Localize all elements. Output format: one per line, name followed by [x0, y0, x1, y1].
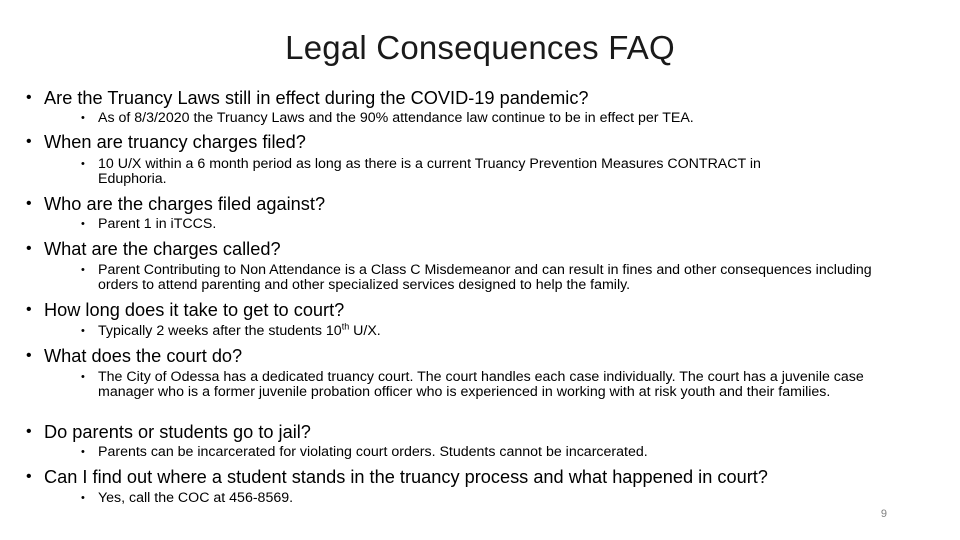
answer-text: Yes, call the COC at 456-8569. [98, 490, 294, 506]
answer-text: Parents can be incarcerated for violating court orders. Students cannot be incarcerated. [98, 444, 648, 460]
faq-question-2 [26, 131, 306, 153]
question-text: What does the court do? [44, 346, 243, 366]
answer-text: As of 8/3/2020 the Truancy Laws and the 90% attendance law continue to be in effect per TEA. [98, 110, 694, 126]
sub-bullet: • [81, 112, 85, 124]
bullet: • [26, 347, 32, 364]
question-text: How long does it take to get to court? [44, 300, 345, 320]
question-text: When are truancy charges filed? [44, 132, 306, 152]
faq-question-1 [26, 87, 589, 109]
answer-text: Parent 1 in iTCCS. [98, 216, 217, 232]
faq-answer-8 [81, 490, 888, 506]
answer-text: Parent Contributing to Non Attendance is a Class C Misdemeanor and can result in fines and other consequences including orders to attend parenting and other specialized services designed to help the family. [98, 262, 872, 293]
page-number: 9 [880, 508, 887, 520]
faq-question-8 [26, 466, 768, 488]
answer-text: The City of Odessa has a dedicated truancy court. The court handles each case individually. The court has a juvenile case manager who is a former juvenile probation officer who is experienced in working with at risk youth and their families. [98, 369, 864, 400]
sub-bullet: • [81, 158, 85, 170]
bullet: • [26, 195, 32, 212]
faq-answer-6 [81, 369, 888, 400]
question-text: Do parents or students go to jail? [44, 422, 311, 442]
answer-text: 10 U/X within a 6 month period as long as there is a current Truancy Prevention Measures CONTRACT in Eduphoria. [98, 156, 761, 187]
slide-title: Legal Consequences FAQ [285, 29, 675, 66]
bullet: • [26, 301, 32, 318]
sub-bullet: • [81, 325, 85, 337]
answer-text-start: Typically 2 weeks after the students 10 [98, 323, 342, 339]
bullet: • [26, 468, 32, 485]
answer-superscript: th [341, 321, 350, 332]
faq-answer-1 [81, 110, 888, 126]
answer-text-end: U/X. [349, 323, 381, 339]
question-text: Are the Truancy Laws still in effect during the COVID-19 pandemic? [44, 88, 589, 108]
bullet: • [26, 423, 32, 440]
faq-question-6 [26, 345, 243, 367]
faq-answer-4 [81, 262, 888, 293]
question-text: What are the charges called? [44, 239, 281, 259]
faq-question-3 [26, 193, 326, 215]
faq-answer-7 [81, 444, 888, 460]
faq-answer-5 [81, 321, 888, 339]
faq-question-5 [26, 299, 345, 321]
sub-bullet: • [81, 264, 85, 276]
faq-question-7 [26, 421, 311, 443]
question-text: Can I find out where a student stands in the truancy process and what happened in court? [44, 467, 768, 487]
faq-answer-3 [81, 216, 888, 232]
sub-bullet: • [81, 371, 85, 383]
sub-bullet: • [81, 218, 85, 230]
faq-question-4 [26, 238, 281, 260]
faq-answer-2 [81, 156, 828, 187]
bullet: • [26, 240, 32, 257]
sub-bullet: • [81, 446, 85, 458]
question-text: Who are the charges filed against? [44, 194, 326, 214]
bullet: • [26, 133, 32, 150]
bullet: • [26, 89, 32, 106]
sub-bullet: • [81, 492, 85, 504]
